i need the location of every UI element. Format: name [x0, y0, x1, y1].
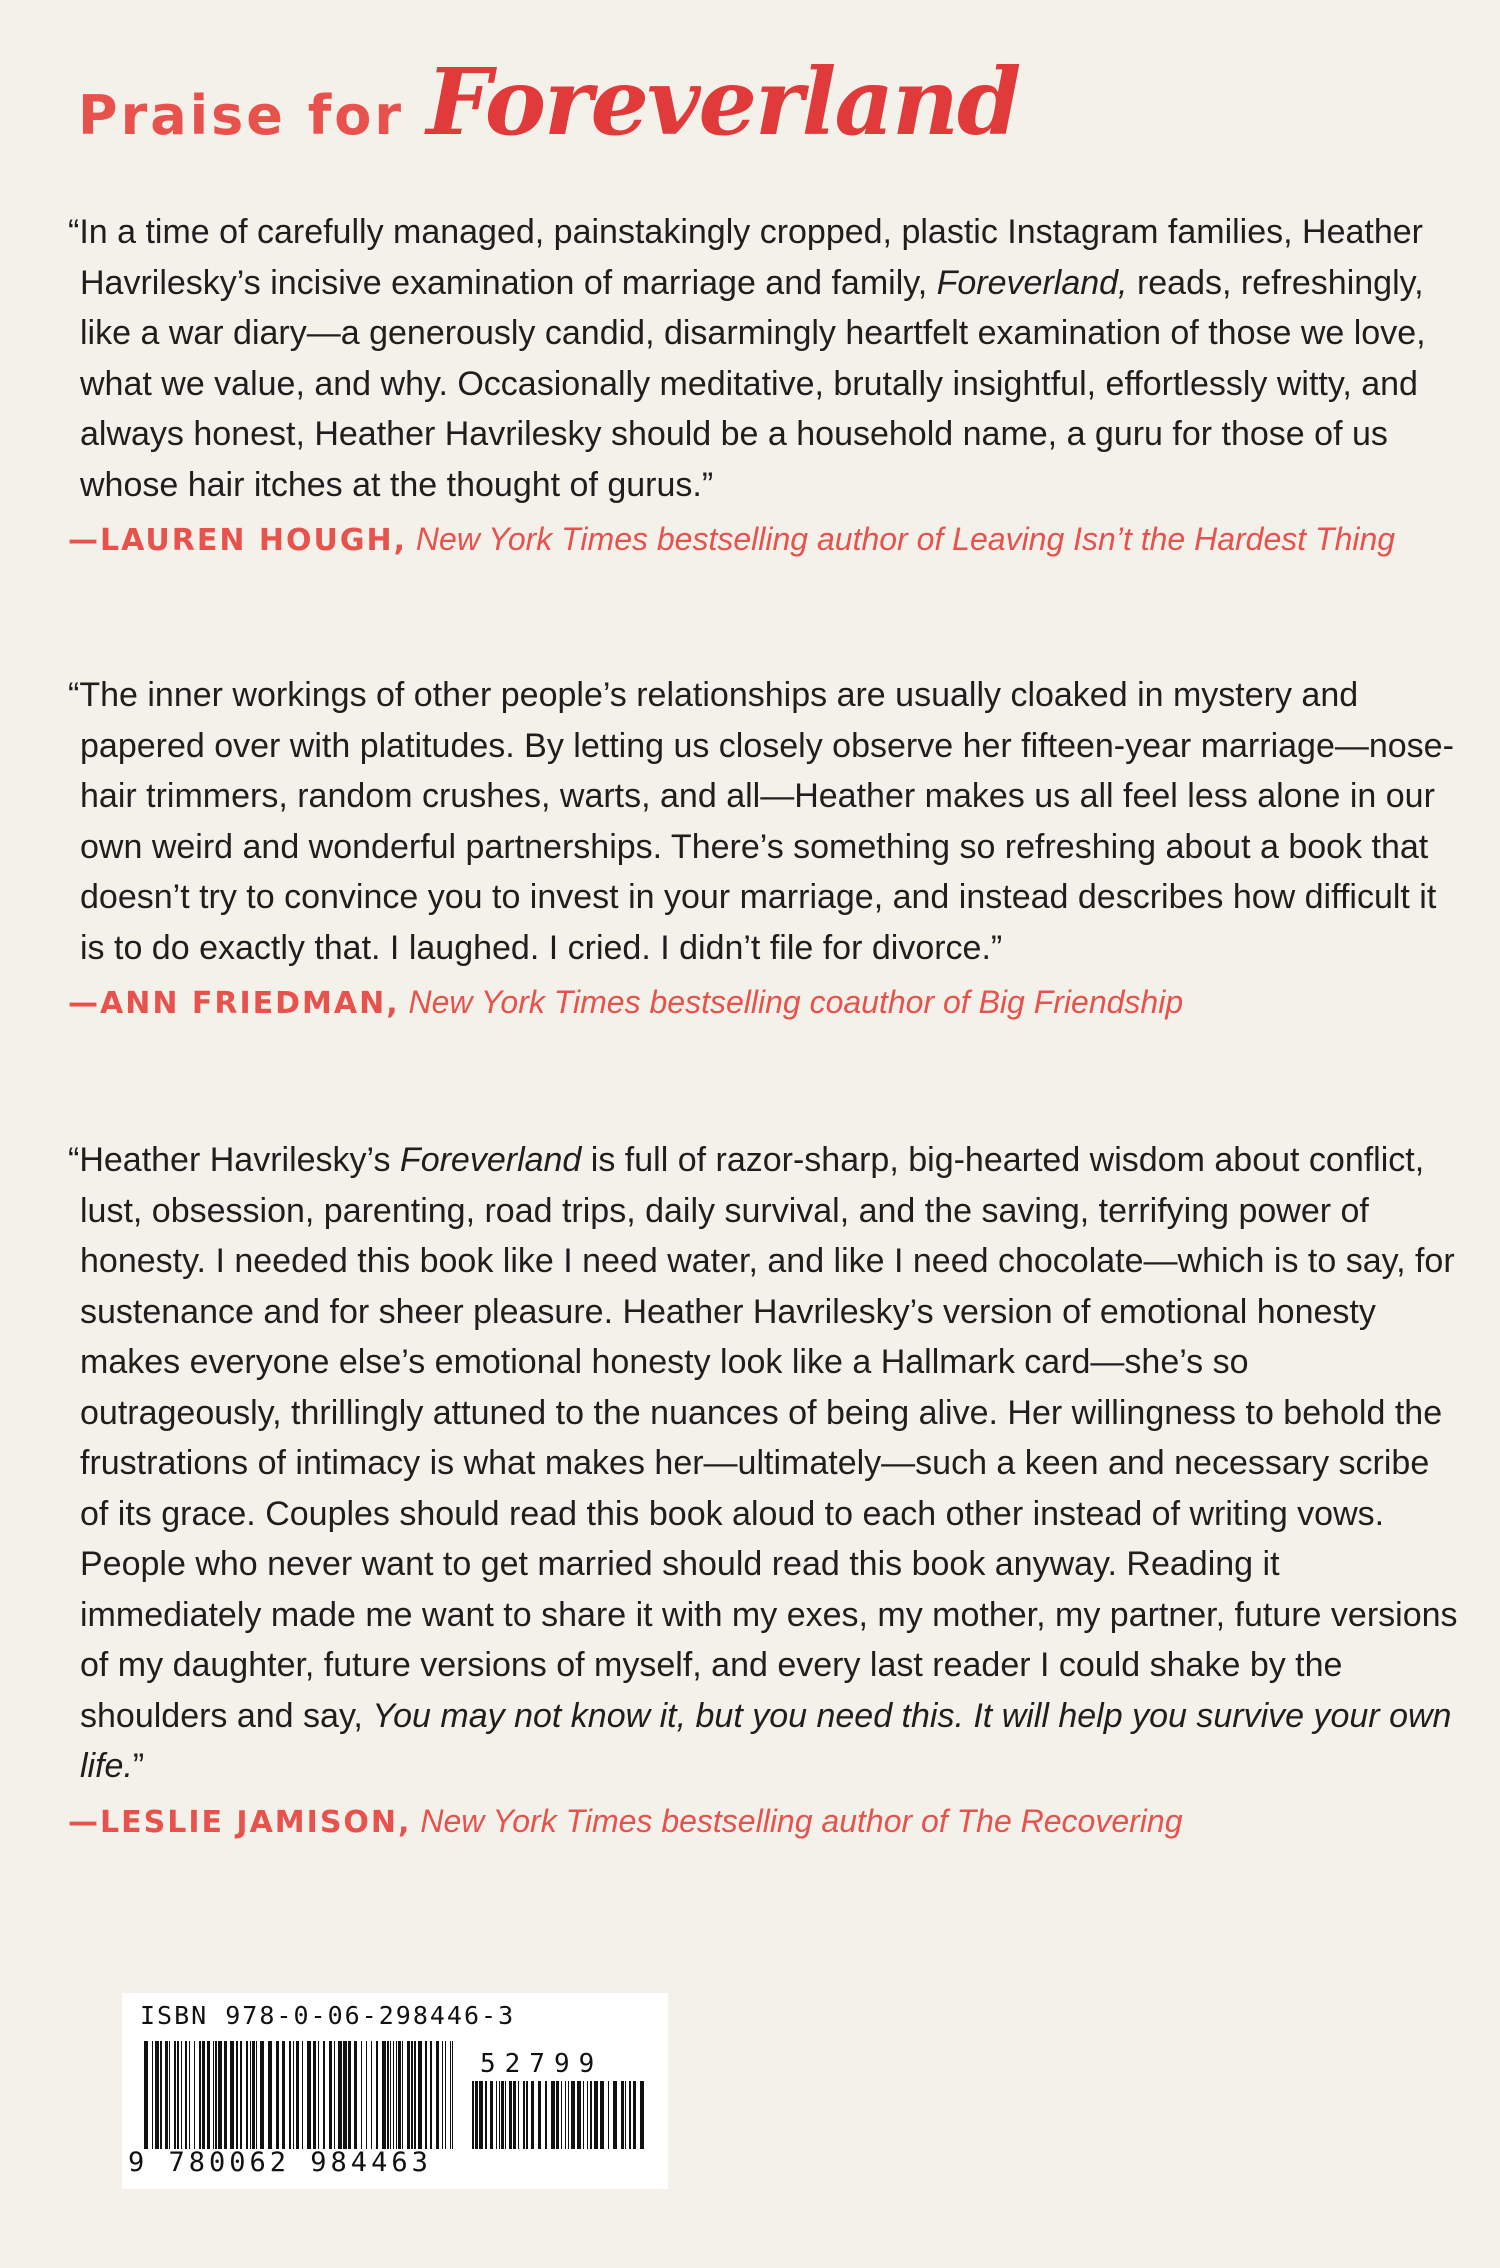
- barcode-bar: [501, 2081, 504, 2149]
- barcode-bar: [218, 2041, 222, 2149]
- barcode-bar: [169, 2041, 170, 2149]
- barcode-bar: [177, 2041, 179, 2149]
- barcode-bar: [436, 2041, 439, 2149]
- barcode-bar: [307, 2041, 311, 2149]
- barcode-bar: [452, 2041, 453, 2149]
- barcode-bar: [561, 2081, 562, 2149]
- barcode-bar: [334, 2041, 335, 2149]
- barcode-bar: [318, 2041, 319, 2149]
- barcode-bar: [387, 2041, 389, 2149]
- barcode-bar: [165, 2041, 168, 2149]
- barcode-bar: [361, 2041, 362, 2149]
- barcode-bar: [587, 2081, 588, 2149]
- blurb-attribution: [68, 977, 1458, 1029]
- attribution-credit: New York Times bestselling author of Leaving Isn’t the Hardest Thing: [415, 521, 1396, 557]
- barcode-bar: [268, 2041, 272, 2149]
- blurb-quote: [68, 1135, 1458, 1792]
- barcode-bar: [296, 2041, 299, 2149]
- attribution-name: —LESLIE JAMISON,: [68, 1804, 412, 1840]
- barcode-bar: [621, 2081, 624, 2149]
- barcode-bar: [282, 2041, 285, 2149]
- barcode-bar: [640, 2081, 644, 2149]
- barcode-bar: [531, 2081, 534, 2149]
- barcode-bar: [442, 2041, 443, 2149]
- quote-text: “In a time of carefully managed, painstakingly cropped, plastic Instagram families, Heather Havrilesky’s incisive examination of marriage and family,: [68, 213, 1423, 302]
- quote-text: ”: [132, 1747, 145, 1785]
- quote-book-title: Foreverland: [399, 1141, 582, 1179]
- barcode-bar: [348, 2041, 351, 2149]
- barcode-bar: [568, 2081, 569, 2149]
- barcode-bar: [329, 2041, 332, 2149]
- barcode-bar: [577, 2081, 581, 2149]
- barcode-bar: [202, 2041, 205, 2149]
- barcode-bar: [633, 2081, 636, 2149]
- barcode-bar: [396, 2041, 397, 2149]
- barcode-bar: [425, 2041, 427, 2149]
- barcode-bar: [240, 2041, 242, 2149]
- barcode-bar: [556, 2081, 559, 2149]
- barcode-bar: [323, 2041, 325, 2149]
- barcode-bar: [366, 2041, 367, 2149]
- barcode-bar: [613, 2081, 617, 2149]
- barcode-bar: [513, 2081, 516, 2149]
- barcode-bar: [523, 2081, 525, 2149]
- quote-book-title: Foreverland,: [936, 263, 1128, 302]
- price-code: 52799: [480, 2049, 604, 2079]
- blurb-attribution: [68, 514, 1458, 566]
- barcode-bar: [393, 2041, 394, 2149]
- barcode-bar: [407, 2041, 410, 2149]
- barcode-bar: [583, 2081, 584, 2149]
- quote-text: reads, refreshingly, like a war diary—a generously candid, disarmingly heartfelt examination of those we love, what we value, and why. Occasionally meditative, brutally insightful, effortlessly witty, and always honest, Heather Havrilesky should be a household name, a guru for those of us whose hair itches at the thought of gurus.”: [80, 263, 1426, 504]
- barcode-bar: [207, 2041, 210, 2149]
- barcode-bar: [256, 2041, 257, 2149]
- blurb-ann-friedman: [68, 670, 1458, 1029]
- barcode-bar: [418, 2041, 422, 2149]
- barcode-bar: [499, 2081, 500, 2149]
- attribution-credit: New York Times bestselling coauthor of Big Friendship: [408, 984, 1184, 1020]
- attribution-name: —LAUREN HOUGH,: [68, 523, 408, 558]
- barcode-bar: [505, 2081, 506, 2149]
- blurb-quote: [68, 207, 1458, 510]
- barcode-bar: [398, 2041, 401, 2149]
- barcode-bar: [538, 2081, 541, 2149]
- barcode-bar: [194, 2041, 195, 2149]
- barcode-bar: [252, 2041, 255, 2149]
- praise-heading: Praise for: [78, 84, 404, 147]
- barcode-bar: [509, 2081, 512, 2149]
- barcode-bar: [485, 2081, 487, 2149]
- isbn-barcode: [122, 1993, 668, 2189]
- barcode-bar: [590, 2081, 592, 2149]
- ean-barcode-bars: [144, 2041, 454, 2149]
- price-addon-bars: [472, 2081, 652, 2149]
- barcode-bar: [411, 2041, 413, 2149]
- barcode-bar: [551, 2081, 555, 2149]
- barcode-bar: [402, 2041, 403, 2149]
- barcode-bar: [215, 2041, 217, 2149]
- barcode-bar: [189, 2041, 190, 2149]
- page-title: [78, 48, 1019, 178]
- barcode-bar: [213, 2041, 214, 2149]
- barcode-bar: [571, 2081, 575, 2149]
- quote-italic-ending: You may not know it, but you need this. It will help you survive your own life.: [80, 1696, 1452, 1785]
- barcode-bar: [224, 2041, 227, 2149]
- attribution-name: —ANN FRIEDMAN,: [68, 986, 400, 1021]
- barcode-bar: [260, 2041, 264, 2149]
- barcode-bar: [594, 2081, 598, 2149]
- barcode-bar: [144, 2041, 148, 2149]
- barcode-bar: [450, 2041, 451, 2149]
- blurb-quote: “The inner workings of other people’s relationships are usually cloaked in mystery and papered over with platitudes. By letting us closely observe her fifteen-year marriage—nose-hair trimmers, random crushes, warts, and all—Heather makes us all feel less alone in our own weird and wonderful partnerships. There’s something so refreshing about a book that doesn’t try to convince you to invest in your marriage, and instead describes how difficult it is to do exactly that. I laughed. I cried. I didn’t file for divorce.”: [68, 676, 1454, 967]
- barcode-bar: [250, 2041, 251, 2149]
- barcode-bar: [390, 2041, 391, 2149]
- barcode-bar: [236, 2041, 238, 2149]
- book-title-script: Foreverland: [426, 48, 1020, 156]
- barcode-bar: [246, 2041, 248, 2149]
- barcode-bar: [230, 2041, 234, 2149]
- isbn-label: ISBN 978-0-06-298446-3: [140, 2001, 516, 2030]
- barcode-bar: [382, 2041, 386, 2149]
- barcode-bar: [343, 2041, 347, 2149]
- attribution-credit: New York Times bestselling author of The Recovering: [420, 1802, 1183, 1839]
- barcode-bar: [490, 2081, 493, 2149]
- barcode-bar: [496, 2081, 497, 2149]
- barcode-bar: [445, 2041, 446, 2149]
- barcode-bar: [430, 2041, 432, 2149]
- barcode-bar: [354, 2041, 357, 2149]
- barcode-bar: [479, 2081, 483, 2149]
- barcode-bar: [545, 2081, 547, 2149]
- barcode-bar: [160, 2041, 162, 2149]
- barcode-bar: [174, 2041, 176, 2149]
- barcode-bar: [338, 2041, 342, 2149]
- barcode-bar: [313, 2041, 316, 2149]
- barcode-bar: [302, 2041, 303, 2149]
- barcode-bar: [155, 2041, 159, 2149]
- barcode-bar: [152, 2041, 153, 2149]
- barcode-bar: [185, 2041, 187, 2149]
- barcode-bar: [276, 2041, 279, 2149]
- barcode-bar: [376, 2041, 378, 2149]
- barcode-bar: [629, 2081, 631, 2149]
- barcode-bar: [518, 2081, 519, 2149]
- blurb-leslie-jamison: [68, 1135, 1458, 1848]
- barcode-bar: [608, 2081, 609, 2149]
- barcode-bar: [199, 2041, 201, 2149]
- barcode-bar: [472, 2081, 474, 2149]
- blurb-lauren-hough: [68, 207, 1458, 566]
- barcode-bar: [625, 2081, 626, 2149]
- quote-text: is full of razor-sharp, big-hearted wisdom about conflict, lust, obsession, parenting, road trips, daily survival, and the saving, terrifying power of honesty. I needed this book like I need water, and like I need chocolate—which is to say, for sustenance and for sheer pleasure. Heather Havrilesky’s version of emotional honesty makes everyone else’s emotional honesty look like a Hallmark card—she’s so outrageously, thrillingly attuned to the nuances of being alive. Her willingness to behold the frustrations of intimacy is what makes her—ultimately—such a keen and necessary scribe of its grace. Couples should read this book aloud to each other instead of writing vows. People who never want to get married should read this book anyway. Reading it immediately made me want to share it with my exes, my mother, my partner, future versions of my daughter, future versions of myself, and every last reader I could shake by the shoulders and say,: [80, 1141, 1458, 1735]
- barcode-bar: [289, 2041, 291, 2149]
- barcode-bar: [600, 2081, 604, 2149]
- ean-digits: 9 780062 984463: [128, 2147, 432, 2178]
- quote-text: “Heather Havrilesky’s: [68, 1141, 400, 1179]
- barcode-bar: [565, 2081, 566, 2149]
- barcode-bar: [181, 2041, 182, 2149]
- barcode-bar: [526, 2081, 528, 2149]
- barcode-bar: [293, 2041, 294, 2149]
- blurb-attribution: [68, 1796, 1458, 1848]
- barcode-bar: [371, 2041, 372, 2149]
- barcode-bar: [414, 2041, 416, 2149]
- barcode-bar: [475, 2081, 478, 2149]
